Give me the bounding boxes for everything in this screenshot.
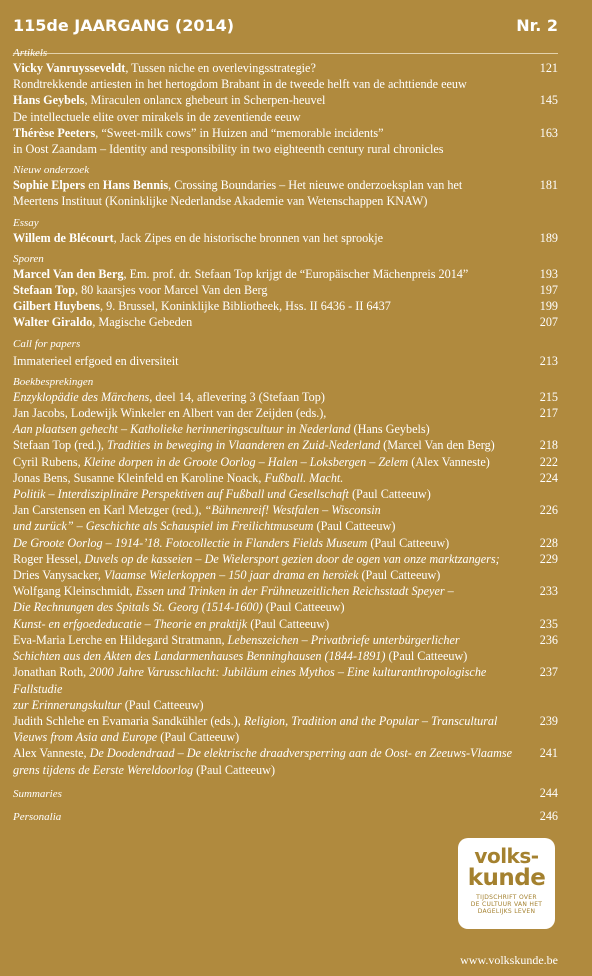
toc-entry[interactable] xyxy=(13,785,558,801)
entry-line xyxy=(13,141,516,157)
entry-text: Jonathan Roth, xyxy=(13,665,90,680)
toc-entry[interactable] xyxy=(13,664,558,713)
work-title: Fußball. Macht. xyxy=(264,470,344,485)
entry-line xyxy=(13,486,516,502)
entry-line xyxy=(13,518,516,534)
work-title: De Doodendraad – De elektrische draadversperring aan de Oost- en Zeeuws-Vlaamse xyxy=(89,746,513,761)
entry-text: Cyril Rubens, xyxy=(13,454,84,469)
work-title: Duvels op de kasseien – De Wielersport gezien door de ogen van onze marktzangers; xyxy=(84,551,500,566)
toc-entry[interactable] xyxy=(13,125,558,157)
entry-text: (Paul Catteeuw) xyxy=(313,519,396,534)
table-of-contents xyxy=(13,46,558,824)
entry-text: Rondtrekkende artiesten in het hertogdom Brabant in de tweede helft van de achttiende eeuw xyxy=(13,77,467,92)
author-name: Walter Giraldo xyxy=(13,315,93,330)
page-number: 228 xyxy=(539,535,558,550)
entry-line xyxy=(13,405,516,421)
page-number: 215 xyxy=(539,389,558,404)
section-heading: Boekbesprekingen xyxy=(13,375,94,388)
work-title: zur Erinnerungskultur xyxy=(13,697,122,712)
toc-entry[interactable] xyxy=(13,713,558,745)
section-heading: Essay xyxy=(13,216,39,229)
entry-line xyxy=(13,266,516,282)
work-title: Tradities in beweging in Vlaanderen en Zuid-Nederland xyxy=(107,438,381,453)
entry-text: , Crossing Boundaries – Het nieuwe onderzoeksplan van het xyxy=(168,178,463,193)
page-number: 218 xyxy=(539,438,558,453)
toc-entry[interactable] xyxy=(13,230,558,246)
entry-text: (Paul Catteeuw) xyxy=(157,730,240,745)
entry-line xyxy=(13,92,516,108)
entry-line xyxy=(13,76,516,92)
volkskunde-logo xyxy=(458,838,555,929)
entry-text: Jonas Bens, Susanne Kleinfeld en Karoline Noack, xyxy=(13,470,265,485)
entry-text: (Paul Catteeuw) xyxy=(262,600,345,615)
website-link[interactable]: www.volkskunde.be xyxy=(460,953,558,967)
page-number: 241 xyxy=(539,746,558,761)
toc-entry[interactable] xyxy=(13,502,558,534)
toc-entry[interactable] xyxy=(13,551,558,583)
toc-entry[interactable] xyxy=(13,632,558,664)
work-title: Schichten aus den Akten des Landarmenhauses Benninghausen (1844-1891) xyxy=(13,649,386,664)
toc-entry[interactable] xyxy=(13,266,558,282)
page-number: 236 xyxy=(539,632,558,647)
page-number: 244 xyxy=(539,785,558,800)
page-number: 121 xyxy=(539,61,558,75)
entry-text: Stefaan Top (red.), xyxy=(13,438,108,453)
page-number: 217 xyxy=(539,406,558,421)
author-name: Vicky Vanruysseveldt xyxy=(13,61,126,75)
section-heading: Personalia xyxy=(13,810,62,823)
entry-line xyxy=(13,729,516,745)
author-name: Hans Geybels xyxy=(13,93,85,108)
entry-line xyxy=(13,109,516,125)
section-heading: Call for papers xyxy=(13,337,81,350)
page-number: 199 xyxy=(539,299,558,314)
entry-text: , Jack Zipes en de historische bronnen van het sprookje xyxy=(113,230,384,245)
entry-text: , Magische Gebeden xyxy=(92,315,193,330)
page-number: 226 xyxy=(539,503,558,518)
entry-text: (Marcel Van den Berg) xyxy=(380,438,495,453)
toc-entry[interactable] xyxy=(13,437,558,453)
entry-text: Roger Hessel, xyxy=(13,551,85,566)
entry-line xyxy=(13,282,516,298)
logo-word-kunde: kunde xyxy=(467,865,546,891)
entry-line xyxy=(13,193,516,209)
work-title: Essen und Trinken in der Frühneuzeitlichen Reichsstadt Speyer – xyxy=(135,584,454,599)
work-title: Lebenszeichen – Privatbriefe unterbürgerlicher xyxy=(227,632,460,647)
author-name: Willem de Blécourt xyxy=(13,230,114,245)
work-title: 2000 Jahre Varusschlacht: Jubiläum eines Mythos – Eine kulturanthropologische Fallstudie xyxy=(13,665,487,696)
entry-line xyxy=(13,454,516,470)
toc-entry[interactable] xyxy=(13,298,558,314)
logo-word-volks: volks- xyxy=(474,844,539,868)
toc-entry[interactable] xyxy=(13,535,558,551)
entry-text: (Paul Catteeuw) xyxy=(348,487,431,502)
author-name: Stefaan Top xyxy=(13,283,75,298)
journal-header xyxy=(13,16,558,42)
entry-line xyxy=(13,125,516,141)
entry-text: (Paul Catteeuw) xyxy=(121,697,204,712)
entry-text: (Alex Vanneste) xyxy=(408,454,490,469)
page-number: 213 xyxy=(539,353,558,368)
entry-line xyxy=(13,648,516,664)
entry-text: , Tussen niche en overlevingsstrategie? xyxy=(125,61,316,75)
entry-text: (Paul Catteeuw) xyxy=(247,616,330,631)
page-number: 181 xyxy=(539,178,558,193)
volume-label: 115de JAARGANG (2014) xyxy=(13,16,235,35)
page-number: 235 xyxy=(539,616,558,631)
toc-entry[interactable] xyxy=(13,808,558,824)
entry-line xyxy=(13,762,516,778)
entry-line xyxy=(13,389,516,405)
toc-entry[interactable] xyxy=(13,583,558,615)
toc-entry[interactable] xyxy=(13,745,558,777)
entry-text: , 9. Brussel, Koninklijke Bibliotheek, Hss. II 6436 - II 6437 xyxy=(100,299,391,314)
logo-tagline: TIJDSCHRIFT OVER DE CULTUUR VAN HET DAGELIJKS LEVEN xyxy=(470,894,543,915)
author-name: Sophie Elpers xyxy=(13,178,86,193)
entry-line xyxy=(13,502,516,518)
work-title: Enzyklopädie des Märchens xyxy=(13,389,150,404)
entry-line xyxy=(13,567,516,583)
author-name: Hans Bennis xyxy=(102,178,169,193)
page-number: 222 xyxy=(539,454,558,469)
entry-line xyxy=(13,551,516,567)
toc-entry[interactable] xyxy=(13,389,558,405)
entry-line xyxy=(13,697,516,713)
entry-text: , 80 kaarsjes voor Marcel Van den Berg xyxy=(74,283,268,298)
section-heading: Sporen xyxy=(13,252,44,265)
page-number: 145 xyxy=(539,93,558,108)
entry-text: , Em. prof. dr. Stefaan Top krijgt de “Europäischer Mächenpreis 2014” xyxy=(123,266,469,281)
entry-text: in Oost Zaandam – Identity and responsibility in two eighteenth century rural chronicles xyxy=(13,142,444,157)
toc-entry[interactable] xyxy=(13,405,558,437)
toc-entry[interactable] xyxy=(13,177,558,209)
entry-line xyxy=(13,437,516,453)
entry-line xyxy=(13,745,516,761)
entry-text: Jan Carstensen en Karl Metzger (red.), xyxy=(13,503,205,518)
section-heading: Nieuw onderzoek xyxy=(13,164,90,177)
entry-text: (Paul Catteeuw) xyxy=(367,535,450,550)
entry-line xyxy=(13,470,516,486)
work-title: Kleine dorpen in de Groote Oorlog – Halen – Loksbergen – Zelem xyxy=(83,454,409,469)
entry-line xyxy=(13,713,516,729)
toc-entry[interactable] xyxy=(13,60,558,92)
entry-text: Alex Vanneste, xyxy=(13,746,90,761)
entry-text: Judith Schlehe en Evamaria Sandkühler (eds.), xyxy=(13,713,244,728)
entry-text: Eva-Maria Lerche en Hildegard Stratmann, xyxy=(13,632,228,647)
entry-line xyxy=(13,353,516,369)
toc-entry[interactable] xyxy=(13,282,558,298)
entry-text: (Paul Catteeuw) xyxy=(385,649,468,664)
entry-text: De intellectuele elite over mirakels in de zeventiende eeuw xyxy=(13,109,301,124)
entry-line xyxy=(13,664,516,696)
entry-text: (Hans Geybels) xyxy=(350,422,430,437)
entry-text: , Miraculen onlancx ghebeurt in Scherpen-heuvel xyxy=(84,93,326,108)
entry-text: Meertens Instituut (Koninklijke Nederlandse Akademie van Wetenschappen KNAW) xyxy=(13,194,428,209)
page-number: 193 xyxy=(539,266,558,281)
page-number: 207 xyxy=(539,315,558,330)
issue-number: Nr. 2 xyxy=(516,16,558,35)
section-heading: Artikels xyxy=(13,47,48,59)
page-number: 229 xyxy=(539,551,558,566)
work-title: Aan plaatsen gehecht – Katholieke herinneringscultuur in Nederland xyxy=(13,422,351,437)
page-number: 189 xyxy=(539,230,558,245)
toc-entry[interactable] xyxy=(13,92,558,124)
work-title: Politik – Interdisziplinäre Perspektiven auf Fußball und Gesellschaft xyxy=(13,487,349,502)
page-number: 163 xyxy=(539,125,558,140)
author-name: Gilbert Huybens xyxy=(13,299,101,314)
author-name: Thérèse Peeters xyxy=(13,125,96,140)
author-name: Marcel Van den Berg xyxy=(13,266,124,281)
entry-text: Dries Vanysacker, xyxy=(13,568,104,583)
entry-text: en xyxy=(85,178,103,193)
entry-text: Wolfgang Kleinschmidt, xyxy=(13,584,136,599)
toc-entry[interactable] xyxy=(13,314,558,330)
entry-line xyxy=(13,599,516,615)
work-title: Die Rechnungen des Spitals St. Georg (1514-1600) xyxy=(13,600,263,615)
work-title: De Groote Oorlog – 1914-’18. Fotocollectie in Flanders Fields Museum xyxy=(13,535,368,550)
toc-entry[interactable] xyxy=(13,454,558,470)
entry-line xyxy=(13,632,516,648)
toc-entry[interactable] xyxy=(13,353,558,369)
toc-entry[interactable] xyxy=(13,616,558,632)
page-number: 224 xyxy=(539,470,558,485)
page-number: 237 xyxy=(539,665,558,680)
work-title: “Bühnenreif! Westfalen – Wisconsin xyxy=(204,503,381,518)
work-title: Religion, Tradition and the Popular – Transcultural xyxy=(243,713,498,728)
section-heading: Summaries xyxy=(13,787,62,800)
entry-line xyxy=(13,60,516,76)
entry-text: , deel 14, aflevering 3 (Stefaan Top) xyxy=(149,389,325,404)
entry-line xyxy=(13,177,516,193)
entry-text: (Paul Catteeuw) xyxy=(358,568,441,583)
page-number: 233 xyxy=(539,584,558,599)
entry-text: Immaterieel erfgoed en diversiteit xyxy=(13,353,179,368)
entry-line xyxy=(13,314,516,330)
entry-line xyxy=(13,616,516,632)
entry-line xyxy=(13,535,516,551)
toc-entry[interactable] xyxy=(13,470,558,502)
entry-line xyxy=(13,583,516,599)
work-title: und zurück” – Geschichte als Schauspiel im Freilichtmuseum xyxy=(13,519,314,534)
entry-text: (Paul Catteeuw) xyxy=(193,762,275,777)
page-number: 239 xyxy=(539,713,558,728)
entry-line xyxy=(13,421,516,437)
work-title: Vieuws from Asia and Europe xyxy=(13,730,158,745)
entry-line xyxy=(13,298,516,314)
work-title: Vlaamse Wielerkoppen – 150 jaar drama en heroïek xyxy=(104,568,359,583)
entry-line xyxy=(13,230,516,246)
work-title: Kunst- en erfgoededucatie – Theorie en praktijk xyxy=(13,616,248,631)
page-number: 246 xyxy=(539,808,558,823)
entry-text: Jan Jacobs, Lodewijk Winkeler en Albert van der Zeijden (eds.), xyxy=(13,406,327,421)
page-number: 197 xyxy=(539,283,558,298)
work-title: grens tijdens de Eerste Wereldoorlog xyxy=(13,762,194,777)
entry-text: , “Sweet-milk cows” in Huizen and “memorable incidents” xyxy=(95,125,384,140)
